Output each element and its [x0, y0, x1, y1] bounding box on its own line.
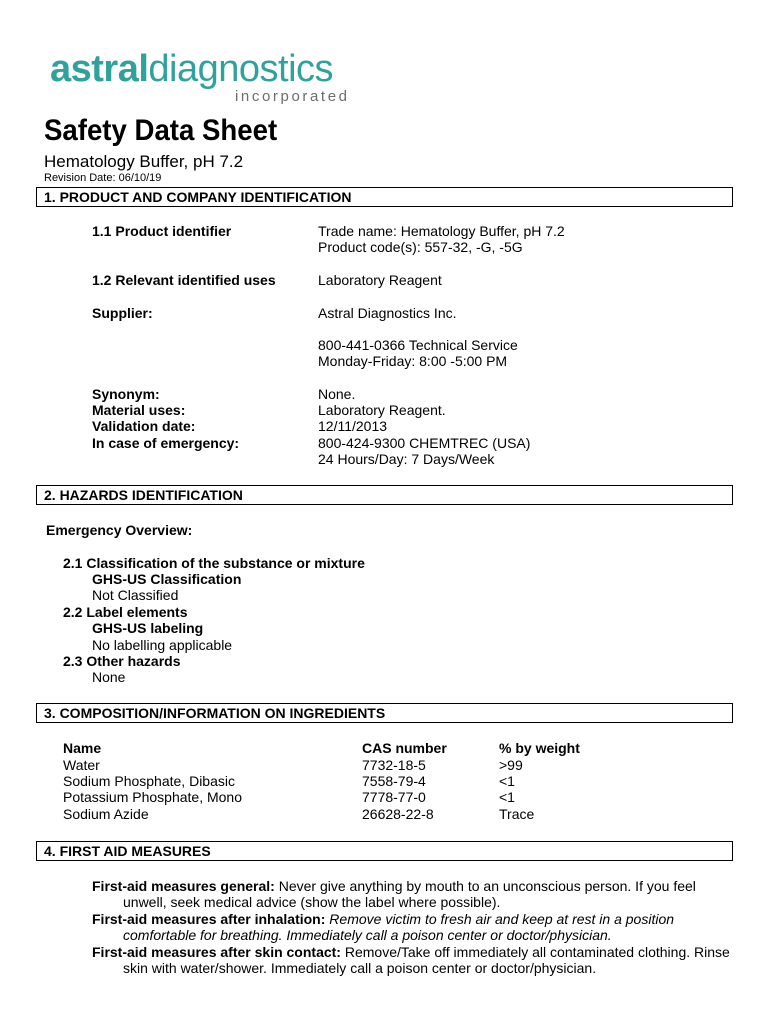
- section-4-title: 4. FIRST AID MEASURES: [44, 843, 211, 859]
- supplier-value: Astral Diagnostics Inc.: [318, 305, 457, 321]
- ghs-classification-label: GHS-US Classification: [92, 571, 242, 587]
- ingredient-name: Sodium Phosphate, Dibasic: [63, 773, 235, 789]
- first-aid-skin-text: Remove/Take off immediately all contaminated clothing. Rinse: [340, 944, 730, 960]
- technical-service-phone: 800-441-0366 Technical Service: [318, 337, 518, 353]
- ingredient-weight: >99: [499, 757, 523, 773]
- ingredient-cas: 7558-79-4: [362, 773, 426, 789]
- product-identifier-label: 1.1 Product identifier: [92, 223, 232, 239]
- classification-heading: 2.1 Classification of the substance or mixture: [63, 555, 365, 571]
- first-aid-skin-cont: skin with water/shower. Immediately call a poison center or doctor/physician.: [123, 960, 597, 976]
- ingredient-name: Potassium Phosphate, Mono: [63, 789, 242, 805]
- ingredient-cas: 7778-77-0: [362, 789, 426, 805]
- validation-date-label: Validation date:: [92, 418, 196, 434]
- first-aid-inhalation-cont: comfortable for breathing. Immediately call a poison center or doctor/physician.: [123, 927, 612, 943]
- identified-uses-label: 1.2 Relevant identified uses: [92, 272, 276, 288]
- emergency-hours: 24 Hours/Day: 7 Days/Week: [318, 451, 495, 467]
- ghs-classification-value: Not Classified: [92, 587, 179, 603]
- logo-bold-text: astral: [50, 48, 149, 90]
- ingredient-weight: <1: [499, 789, 515, 805]
- first-aid-skin-label: First-aid measures after skin contact:: [92, 944, 341, 960]
- emergency-overview-label: Emergency Overview:: [46, 522, 193, 538]
- ingredient-weight: Trace: [499, 806, 535, 822]
- column-header-weight: % by weight: [499, 740, 580, 756]
- first-aid-general-cont: unwell, seek medical advice (show the label where possible).: [123, 894, 501, 910]
- logo-wordmark: [50, 48, 333, 90]
- section-2-header: [36, 485, 733, 505]
- first-aid-inhalation: [92, 911, 674, 927]
- ingredient-cas: 26628-22-8: [362, 806, 434, 822]
- column-header-cas: CAS number: [362, 740, 447, 756]
- ghs-labeling-label: GHS-US labeling: [92, 620, 204, 636]
- section-3-header: [36, 703, 733, 723]
- material-uses-label: Material uses:: [92, 402, 186, 418]
- section-3-title: 3. COMPOSITION/INFORMATION ON INGREDIENTS: [44, 705, 386, 721]
- emergency-label: In case of emergency:: [92, 435, 240, 451]
- other-hazards-value: None: [92, 669, 126, 685]
- first-aid-skin: [92, 944, 730, 960]
- first-aid-general: [92, 878, 696, 894]
- section-1-title: 1. PRODUCT AND COMPANY IDENTIFICATION: [44, 189, 352, 205]
- column-header-name: Name: [63, 740, 102, 756]
- synonym-value: None.: [318, 386, 356, 402]
- label-elements-heading: 2.2 Label elements: [63, 604, 188, 620]
- revision-date: Revision Date: 06/10/19: [44, 172, 162, 184]
- product-subtitle: Hematology Buffer, pH 7.2: [44, 152, 244, 171]
- supplier-label: Supplier:: [92, 305, 153, 321]
- identified-uses-value: Laboratory Reagent: [318, 272, 442, 288]
- ingredient-name: Sodium Azide: [63, 806, 149, 822]
- section-1-header: [36, 187, 733, 207]
- first-aid-general-text: Never give anything by mouth to an unconscious person. If you feel: [274, 878, 696, 894]
- emergency-phone: 800-424-9300 CHEMTREC (USA): [318, 435, 531, 451]
- material-uses-value: Laboratory Reagent.: [318, 402, 446, 418]
- service-hours: Monday-Friday: 8:00 -5:00 PM: [318, 353, 508, 369]
- ingredient-weight: <1: [499, 773, 515, 789]
- company-logo: [50, 48, 370, 110]
- first-aid-inhalation-text: Remove victim to fresh air and keep at rest in a position: [325, 911, 675, 927]
- validation-date-value: 12/11/2013: [318, 418, 388, 434]
- logo-light-text: diagnostics: [148, 48, 334, 90]
- section-2-title: 2. HAZARDS IDENTIFICATION: [44, 487, 243, 503]
- logo-subtext: incorporated: [235, 88, 350, 105]
- ghs-labeling-value: No labelling applicable: [92, 637, 233, 653]
- other-hazards-heading: 2.3 Other hazards: [63, 653, 181, 669]
- ingredient-name: Water: [63, 757, 100, 773]
- trade-name: Trade name: Hematology Buffer, pH 7.2: [318, 223, 565, 239]
- document-title: Safety Data Sheet: [44, 114, 278, 147]
- section-4-header: [36, 841, 733, 861]
- product-codes: Product code(s): 557-32, -G, -5G: [318, 239, 523, 255]
- first-aid-general-label: First-aid measures general:: [92, 878, 275, 894]
- synonym-label: Synonym:: [92, 386, 160, 402]
- first-aid-inhalation-label: First-aid measures after inhalation:: [92, 911, 326, 927]
- ingredient-cas: 7732-18-5: [362, 757, 426, 773]
